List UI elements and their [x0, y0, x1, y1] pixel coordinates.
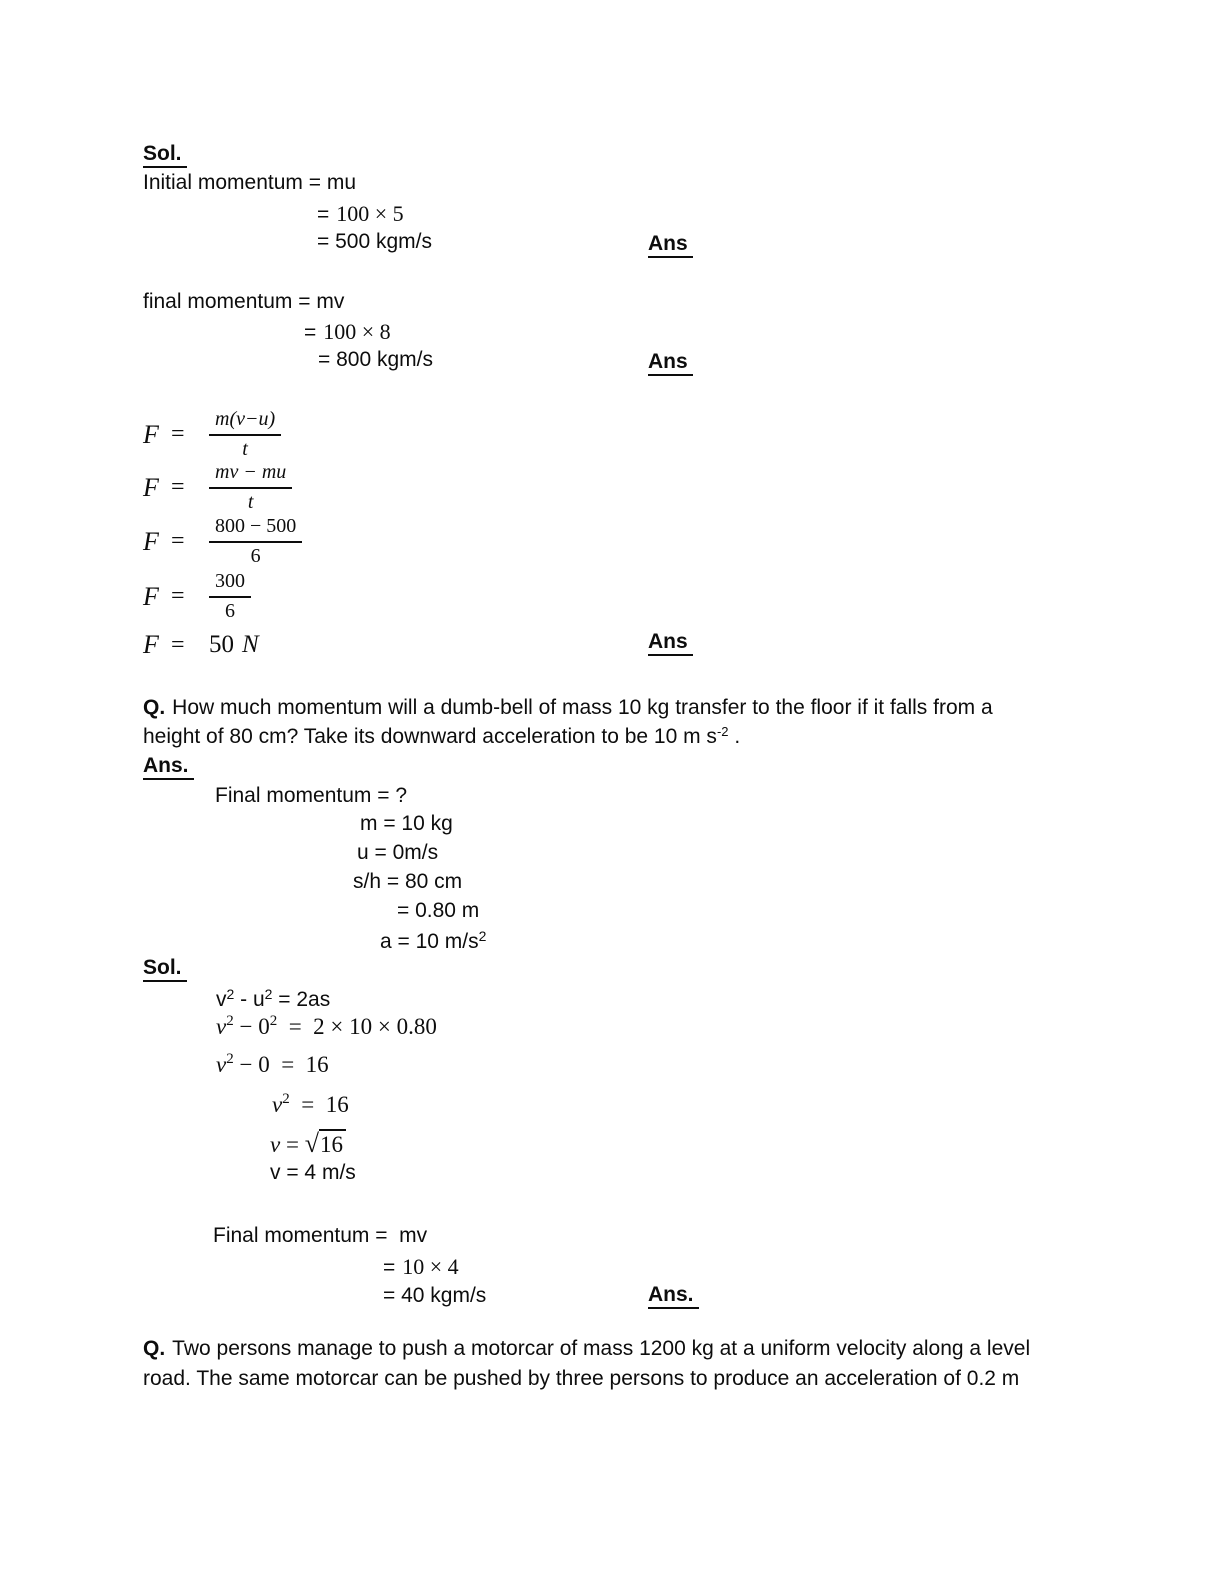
final-momentum-question: Final momentum = ? — [215, 784, 407, 807]
question2-line2 — [143, 725, 740, 749]
equals-sign: = — [171, 631, 185, 658]
question-text: height of 80 cm? Take its downward acceleration to be 10 m s — [143, 725, 717, 748]
solution2-heading — [143, 956, 187, 980]
equation-text: = 2as — [272, 988, 331, 1011]
question-text: Two persons manage to push a motorcar of mass 1200 kg at a uniform velocity along a level — [172, 1337, 1031, 1360]
superscript-exponent: 2 — [264, 986, 273, 1002]
final-momentum-line2: Final momentum = mv — [213, 1224, 428, 1247]
superscript-exponent: 2 — [226, 1051, 234, 1067]
superscript-exponent: -2 — [716, 724, 729, 739]
equals-sign: = — [171, 421, 185, 447]
square-root-symbol: √ — [304, 1129, 319, 1158]
result-value: 50 — [209, 631, 234, 658]
fraction-numerator: mv − mu — [209, 461, 292, 489]
answer2-heading — [143, 754, 194, 778]
ans-text: Ans — [648, 232, 693, 258]
equals-sign: = — [171, 474, 185, 500]
math-step-3 — [272, 1090, 349, 1119]
equals-sign: = — [383, 1256, 396, 1279]
equals-sign: = — [171, 583, 185, 609]
math-expression: 100 × 8 — [323, 319, 391, 344]
math-step-4 — [270, 1128, 346, 1159]
given-mass: m = 10 kg — [360, 812, 453, 835]
result-unit: N — [242, 631, 259, 658]
superscript-exponent: 2 — [269, 1013, 278, 1029]
force-symbol: F — [143, 472, 159, 502]
force-equation-row — [143, 570, 251, 623]
equation-text: − 0 = 16 — [233, 1052, 329, 1077]
math-expression: 100 × 5 — [336, 201, 404, 226]
force-equation-row — [143, 461, 292, 514]
equals-sign: = — [171, 528, 185, 554]
initial-momentum-step2: = 500 kgm/s — [317, 230, 432, 253]
solution1-heading — [143, 142, 187, 166]
equation-text: = 2 × 10 × 0.80 — [277, 1014, 437, 1039]
variable: v — [216, 1052, 227, 1077]
fraction-denominator: t — [242, 438, 248, 460]
variable: v — [216, 988, 227, 1011]
equals-sign: = — [280, 1132, 305, 1157]
fraction — [209, 515, 302, 568]
math-step-1 — [216, 1012, 437, 1041]
force-result — [209, 631, 259, 659]
fraction-denominator: 6 — [250, 545, 261, 567]
force-symbol: F — [143, 581, 159, 611]
final-momentum-line: final momentum = mv — [143, 290, 345, 313]
radicand: 16 — [319, 1129, 346, 1157]
solution-heading-text: Sol. — [143, 142, 187, 168]
force-equation-row — [143, 408, 281, 461]
equation-text: − 0 — [233, 1014, 270, 1039]
initial-momentum-step1 — [317, 201, 404, 227]
ans-text: Ans — [648, 350, 693, 376]
equals-sign: = — [304, 321, 317, 344]
force-symbol: F — [143, 419, 159, 449]
question-text: . — [728, 725, 741, 748]
ans-label-4 — [648, 1283, 699, 1307]
given-height: s/h = 80 cm — [353, 870, 463, 893]
math-expression: 10 × 4 — [402, 1254, 459, 1279]
math-step-2 — [216, 1050, 329, 1079]
equals-sign: = — [317, 203, 330, 226]
superscript-exponent: 2 — [478, 928, 487, 944]
given-acceleration — [380, 928, 486, 954]
equation-text: = 16 — [289, 1092, 349, 1117]
force-result-row — [143, 630, 259, 660]
variable: v — [272, 1092, 283, 1117]
fraction-denominator: t — [247, 491, 254, 513]
given-initial-velocity: u = 0m/s — [357, 841, 439, 864]
fraction — [209, 461, 292, 514]
kinematics-equation — [216, 986, 330, 1012]
force-equation-row — [143, 515, 302, 568]
final-momentum2-step1 — [383, 1254, 459, 1280]
fraction-numerator: 800 − 500 — [209, 515, 302, 543]
superscript-exponent: 2 — [282, 1091, 290, 1107]
question-label: Q. — [143, 1337, 166, 1360]
fraction-denominator: 6 — [225, 600, 235, 622]
ans-text: Ans. — [648, 1283, 699, 1309]
question3-line1 — [143, 1337, 1030, 1361]
given-text: a = 10 m/s — [380, 930, 479, 953]
fraction-numerator: 300 — [209, 570, 251, 598]
ans-label-3 — [648, 630, 693, 654]
final-momentum-step1 — [304, 319, 391, 345]
ans-label-2 — [648, 350, 693, 374]
fraction — [209, 408, 281, 461]
solution-heading-text: Sol. — [143, 956, 187, 982]
question-text: How much momentum will a dumb-bell of mass 10 kg transfer to the floor if it falls from a — [172, 696, 993, 719]
equation-text: - u — [234, 988, 265, 1011]
velocity-result: v = 4 m/s — [270, 1161, 356, 1184]
variable: v — [270, 1132, 281, 1157]
initial-momentum-line: Initial momentum = mu — [143, 171, 356, 194]
fraction — [209, 570, 251, 623]
ans-text: Ans — [648, 630, 693, 656]
superscript-exponent: 2 — [226, 986, 235, 1002]
superscript-exponent: 2 — [226, 1013, 234, 1029]
final-momentum-step2: = 800 kgm/s — [318, 348, 433, 371]
variable: v — [216, 1014, 227, 1039]
force-symbol: F — [143, 526, 159, 556]
fraction-numerator: m(v−u) — [209, 408, 281, 436]
final-momentum2-step2: = 40 kgm/s — [383, 1284, 487, 1307]
question3-line2: road. The same motorcar can be pushed by three persons to produce an acceleration of 0.2 m — [143, 1367, 1020, 1390]
given-height-m: = 0.80 m — [397, 899, 480, 922]
force-symbol: F — [143, 630, 159, 659]
ans-label-1 — [648, 232, 693, 256]
question-label: Q. — [143, 696, 166, 719]
question2-line1 — [143, 696, 993, 720]
ans-heading-text: Ans. — [143, 754, 194, 780]
